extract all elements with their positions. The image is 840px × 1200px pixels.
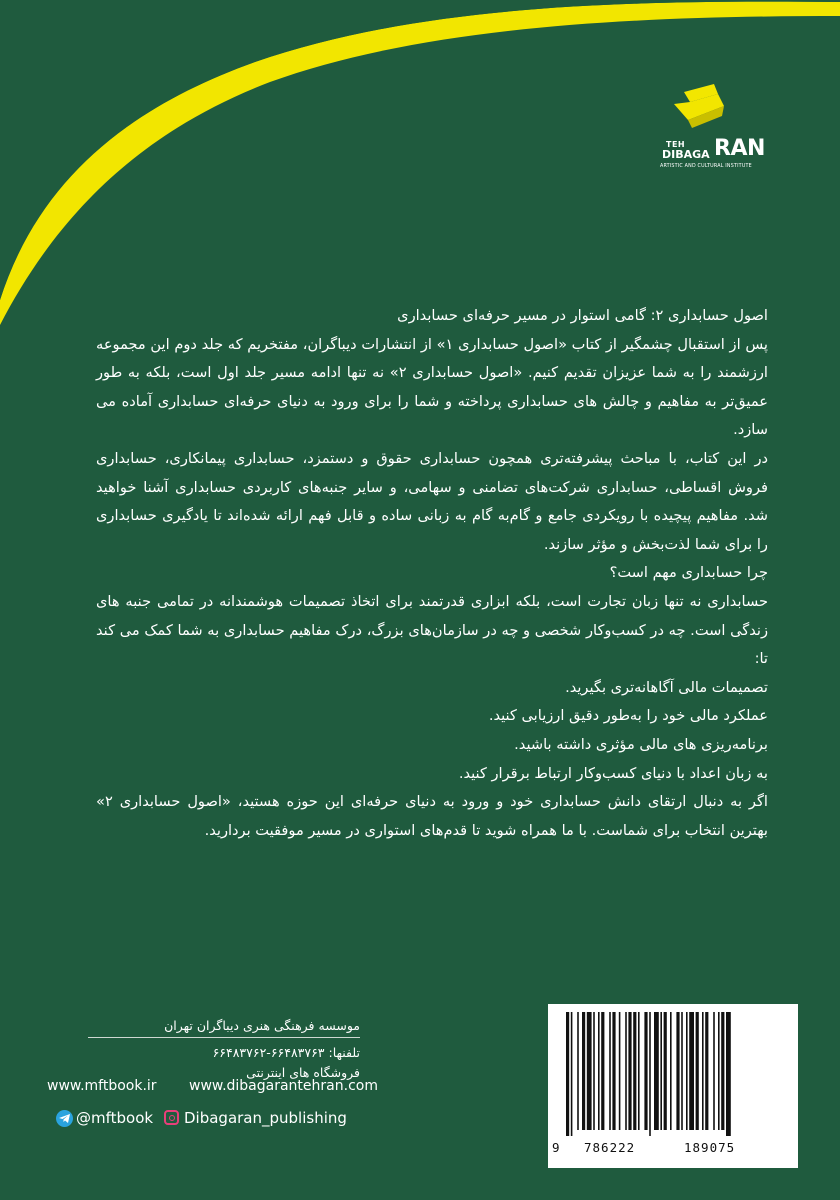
- publisher-name: موسسه فرهنگی هنری دیباگران تهران: [164, 1018, 360, 1033]
- list-item: به زبان اعداد با دنیای کسب‌وکار ارتباط برقرار کنید.: [458, 764, 768, 782]
- description-paragraph-4: اگر به دنبال ارتقای دانش حسابداری خود و ورود به دنیای حرفه‌ای این حوزه هستید، «اصول حسابداری ۲» بهترین انتخاب برای شماست. با ما همراه شوید تا قدم‌های استواری در مسیر موفقیت بردارید.: [96, 793, 768, 839]
- barcode-bars: [566, 1012, 780, 1136]
- online-stores-label: فروشگاه های اینترنتی: [246, 1065, 360, 1080]
- list-item: برنامه‌ریزی های مالی مؤثری داشته باشید.: [514, 735, 768, 753]
- website-link-dibagaran[interactable]: www.dibagarantehran.com: [189, 1078, 378, 1094]
- description-paragraph-1: پس از استقبال چشمگیر از کتاب «اصول حسابداری ۱» از انتشارات دیباگران، مفتخریم که جلد دوم این مجموعه ارزشمند را به شما عزیزان تقدیم کنیم. «اصول حسابداری ۲» نه تنها ادامه مسیر جلد اول است، بلکه به طور عمیق‌تر به مفاهیم و چالش های حسابداری پرداخته و شما را برای ورود به دنیای حرفه‌ای حسابداری آماده می سازد.: [96, 335, 768, 439]
- isbn-barcode: [548, 1004, 798, 1168]
- publisher-info: [40, 1016, 378, 1094]
- description-title: اصول حسابداری ۲: گامی استوار در مسیر حرفه‌ای حسابداری: [397, 307, 768, 324]
- publisher-phones: تلفنها: ۶۶۴۸۳۷۶۳-۶۶۴۸۳۷۶۲: [212, 1045, 360, 1060]
- list-item: تصمیمات مالی آگاهانه‌تری بگیرید.: [565, 678, 768, 696]
- logo-mark-icon: [666, 80, 736, 136]
- barcode-digit-lead: 9: [552, 1140, 561, 1155]
- logo-text-dibaga: DIBAGA: [662, 148, 710, 161]
- publisher-logo: [652, 80, 772, 180]
- logo-text-ran: RAN: [714, 136, 765, 161]
- list-item: عملکرد مالی خود را به‌طور دقیق ارزیابی کنید.: [488, 707, 768, 725]
- description-paragraph-2: در این کتاب، با مباحث پیشرفته‌تری همچون حسابداری حقوق و دستمزد، حسابداری پیمانکاری، حسابداری فروش اقساطی، حسابداری شرکت‌های تضامنی و سهامی، و سایر جنبه‌های کاربردی حسابداری آشنا خواهید شد. مفاهیم پیچیده با رویکردی جامع و گام‌به گام به زبانی ساده و قابل فهم ارائه شده‌اند تا یادگیری حسابداری را برای شما لذت‌بخش و مؤثر سازند.: [96, 449, 768, 553]
- divider: [88, 1037, 360, 1038]
- telegram-handle[interactable]: @mftbook: [76, 1109, 154, 1127]
- telegram-icon: [56, 1110, 73, 1127]
- logo-text-teh: TEH: [666, 140, 686, 149]
- logo-text-institute: ARTISTIC AND CULTURAL INSTITUTE: [660, 164, 752, 169]
- barcode-digits-right: 189075: [684, 1140, 736, 1155]
- website-link-mftbook[interactable]: www.mftbook.ir: [47, 1078, 157, 1094]
- back-cover-description: [96, 302, 768, 845]
- description-heading-2: چرا حسابداری مهم است؟: [609, 564, 768, 582]
- barcode-digits-left: 786222: [584, 1140, 636, 1155]
- instagram-icon: [164, 1110, 179, 1125]
- description-paragraph-3: حسابداری نه تنها زبان تجارت است، بلکه ابزاری قدرتمند برای اتخاذ تصمیمات هوشمندانه در تمامی جنبه های زندگی است. چه در کسب‌وکار شخصی و چه در سازمان‌های بزرگ، درک مفاهیم حسابداری به شما کمک می کند تا:: [96, 592, 768, 668]
- instagram-handle[interactable]: Dibagaran_publishing: [184, 1109, 347, 1127]
